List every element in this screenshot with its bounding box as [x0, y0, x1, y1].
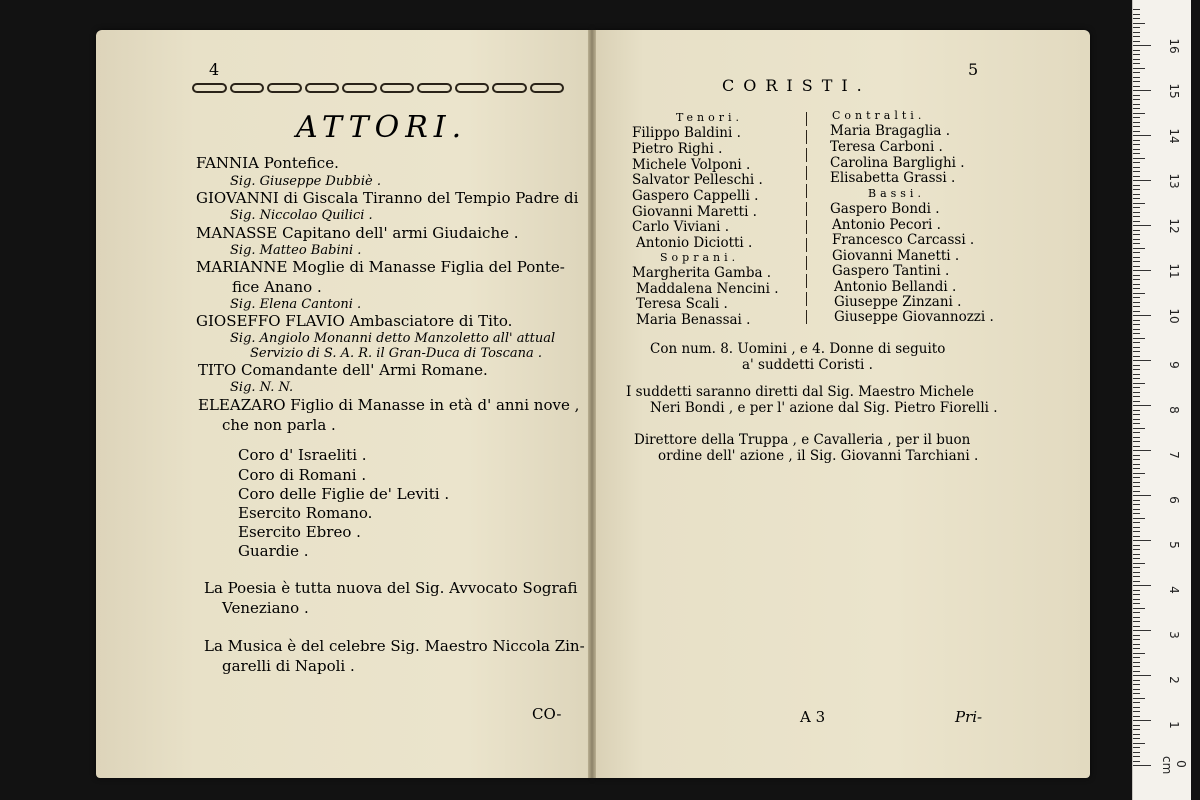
ruler-tick	[1133, 257, 1140, 258]
ruler-tick	[1133, 239, 1140, 240]
ruler-tick	[1133, 284, 1140, 285]
ruler-tick	[1133, 756, 1140, 757]
tenore-name: Michele Volponi .	[632, 157, 751, 173]
ornament-border	[192, 83, 564, 95]
ruler-tick	[1133, 140, 1140, 141]
ruler-tick	[1133, 711, 1140, 712]
ruler-tick	[1133, 248, 1145, 249]
ruler-tick	[1133, 320, 1140, 321]
soprani-heading: Soprani.	[660, 251, 740, 264]
ruler-tick	[1133, 491, 1140, 492]
ruler-tick	[1133, 617, 1140, 618]
ruler-tick	[1133, 338, 1145, 339]
measuring-ruler	[1132, 0, 1191, 800]
ruler-tick	[1133, 684, 1140, 685]
ruler-tick	[1133, 315, 1151, 316]
ruler-tick	[1133, 486, 1140, 487]
basso-name: Giovanni Manetti .	[832, 248, 960, 264]
ruler-tick	[1133, 230, 1140, 231]
cast-singer: Sig. Niccolao Quilici .	[230, 208, 373, 223]
chorus-item: Coro delle Figlie de' Leviti .	[238, 485, 450, 503]
ruler-tick	[1133, 500, 1140, 501]
basso-name: Antonio Bellandi .	[834, 279, 957, 295]
contralto-name: Teresa Carboni .	[830, 139, 943, 155]
ruler-tick	[1133, 324, 1140, 325]
ruler-tick	[1133, 482, 1140, 483]
ruler-tick	[1133, 171, 1140, 172]
ruler-label: 2	[1167, 676, 1181, 684]
ruler-tick	[1133, 648, 1140, 649]
ruler-tick	[1133, 216, 1140, 217]
count-note: Con num. 8. Uomini , e 4. Donne di seguito	[650, 341, 946, 357]
ruler-tick	[1133, 743, 1145, 744]
cast-singer: Sig. N. N.	[230, 380, 294, 395]
ruler-label: 3	[1167, 631, 1181, 639]
ruler-tick	[1133, 594, 1140, 595]
ruler-tick	[1133, 608, 1145, 609]
cast-singer-continued: Servizio di S. A. R. il Gran-Duca di Toscana .	[250, 346, 543, 361]
ruler-tick	[1133, 9, 1140, 10]
ruler-tick	[1133, 441, 1140, 442]
ruler-tick	[1133, 630, 1151, 631]
ruler-tick	[1133, 243, 1140, 244]
ruler-tick	[1133, 329, 1140, 330]
ruler-tick	[1133, 90, 1151, 91]
ruler-tick	[1133, 473, 1145, 474]
ruler-tick	[1133, 513, 1140, 514]
ruler-tick	[1133, 396, 1140, 397]
ruler-tick	[1133, 414, 1140, 415]
ruler-tick	[1133, 734, 1140, 735]
ruler-tick	[1133, 765, 1151, 766]
ruler-tick	[1133, 176, 1140, 177]
cast-singer: Sig. Elena Cantoni .	[230, 297, 362, 312]
ruler-tick	[1133, 198, 1140, 199]
signature-mark: A 3	[800, 708, 826, 726]
music-note: La Musica è del celebre Sig. Maestro Niccola Zin-	[204, 637, 585, 655]
ruler-tick	[1133, 270, 1151, 271]
ruler-tick	[1133, 374, 1140, 375]
ruler-tick	[1133, 549, 1140, 550]
ruler-tick	[1133, 405, 1151, 406]
ruler-tick	[1133, 558, 1140, 559]
ruler-tick	[1133, 531, 1140, 532]
ruler-tick	[1133, 644, 1140, 645]
ruler-tick	[1133, 464, 1140, 465]
ruler-tick	[1133, 576, 1140, 577]
ruler-tick	[1133, 14, 1140, 15]
cast-singer: Sig. Giuseppe Dubbiè .	[230, 174, 381, 189]
ruler-tick	[1133, 342, 1140, 343]
ruler-label: 12	[1167, 218, 1181, 234]
ruler-tick	[1133, 149, 1140, 150]
basso-name: Gaspero Bondi .	[830, 201, 940, 217]
ruler-tick	[1133, 275, 1140, 276]
ruler-tick	[1133, 468, 1140, 469]
ruler-tick	[1133, 50, 1140, 51]
ruler-tick	[1133, 747, 1140, 748]
chorus-item: Esercito Ebreo .	[238, 523, 361, 541]
left-page-number: 4	[209, 60, 220, 79]
basso-name: Francesco Carcassi .	[832, 232, 975, 248]
ruler-tick	[1133, 392, 1140, 393]
soprano-name: Teresa Scali .	[636, 296, 728, 312]
ruler-tick	[1133, 428, 1145, 429]
ruler-tick	[1133, 153, 1140, 154]
ruler-tick	[1133, 621, 1140, 622]
ruler-tick	[1133, 675, 1151, 676]
ruler-tick	[1133, 86, 1140, 87]
ruler-tick	[1133, 108, 1140, 109]
ruler-tick	[1133, 410, 1140, 411]
ruler-tick	[1133, 158, 1145, 159]
ruler-tick	[1133, 369, 1140, 370]
ruler-tick	[1133, 419, 1140, 420]
ruler-tick	[1133, 212, 1140, 213]
ruler-tick	[1133, 378, 1140, 379]
ruler-tick	[1133, 207, 1140, 208]
ruler-label: 14	[1167, 128, 1181, 144]
ruler-tick	[1133, 716, 1140, 717]
ruler-tick	[1133, 423, 1140, 424]
ruler-label: 5	[1167, 541, 1181, 549]
ruler-tick	[1133, 347, 1140, 348]
ruler-tick	[1133, 122, 1140, 123]
ruler-tick	[1133, 32, 1140, 33]
cast-singer: Sig. Matteo Babini .	[230, 243, 362, 258]
ruler-tick	[1133, 225, 1151, 226]
ruler-tick	[1133, 131, 1140, 132]
ruler-tick	[1133, 437, 1140, 438]
left-catchword: CO-	[532, 705, 562, 723]
ruler-label: 16	[1167, 38, 1181, 54]
ruler-tick	[1133, 540, 1151, 541]
troupe-note: Direttore della Truppa , e Cavalleria , per il buon	[634, 432, 971, 448]
ruler-tick	[1133, 203, 1145, 204]
ruler-tick	[1133, 194, 1140, 195]
ruler-tick	[1133, 180, 1151, 181]
ruler-tick	[1133, 185, 1140, 186]
ruler-tick	[1133, 522, 1140, 523]
ruler-tick	[1133, 455, 1140, 456]
ruler-tick	[1133, 752, 1140, 753]
ruler-tick	[1133, 311, 1140, 312]
ruler-tick	[1133, 27, 1140, 28]
ruler-label: 1	[1167, 721, 1181, 729]
ruler-label: 7	[1167, 451, 1181, 459]
ruler-tick	[1133, 189, 1140, 190]
direction-note: I suddetti saranno diretti dal Sig. Maestro Michele	[626, 384, 974, 400]
ruler-label: 0 cm	[1160, 756, 1188, 775]
attori-title: ATTORI.	[296, 110, 468, 145]
count-note-continued: a' suddetti Coristi .	[742, 357, 873, 373]
ruler-tick	[1133, 590, 1140, 591]
ruler-tick	[1133, 81, 1140, 82]
tenore-name: Pietro Righi .	[632, 141, 723, 157]
ruler-tick	[1133, 495, 1151, 496]
ruler-tick	[1133, 356, 1140, 357]
tenore-name: Antonio Diciotti .	[636, 235, 753, 251]
chorus-item: Esercito Romano.	[238, 504, 373, 522]
contralto-name: Elisabetta Grassi .	[830, 170, 956, 186]
soprano-name: Maddalena Nencini .	[636, 281, 779, 297]
ruler-tick	[1133, 252, 1140, 253]
cast-role: GIOVANNI di Giscala Tiranno del Tempio Padre di	[196, 189, 579, 207]
ruler-tick	[1133, 72, 1140, 73]
ruler-tick	[1133, 518, 1145, 519]
ruler-tick	[1133, 662, 1140, 663]
ruler-tick	[1133, 306, 1140, 307]
ruler-tick	[1133, 54, 1140, 55]
ruler-tick	[1133, 459, 1140, 460]
ruler-label: 4	[1167, 586, 1181, 594]
ruler-tick	[1133, 671, 1140, 672]
ruler-tick	[1133, 261, 1140, 262]
ruler-tick	[1133, 635, 1140, 636]
soprano-name: Maria Benassai .	[636, 312, 751, 328]
ruler-tick	[1133, 666, 1140, 667]
ruler-tick	[1133, 761, 1140, 762]
ruler-tick	[1133, 504, 1140, 505]
chorus-item: Guardie .	[238, 542, 309, 560]
bassi-heading: Bassi.	[868, 187, 925, 200]
poetry-note-continued: Veneziano .	[222, 599, 309, 617]
direction-note-continued: Neri Bondi , e per l' azione dal Sig. Pietro Fiorelli .	[650, 400, 998, 416]
tenore-name: Salvator Pelleschi .	[632, 172, 763, 188]
ruler-tick	[1133, 167, 1140, 168]
chorus-item: Coro di Romani .	[238, 466, 367, 484]
ruler-tick	[1133, 612, 1140, 613]
ruler-tick	[1133, 113, 1145, 114]
ruler-tick	[1133, 693, 1140, 694]
cast-role-continued: che non parla .	[222, 416, 336, 434]
ruler-tick	[1133, 234, 1140, 235]
ruler-tick	[1133, 266, 1140, 267]
ruler-tick	[1133, 279, 1140, 280]
ruler-tick	[1133, 720, 1151, 721]
ruler-tick	[1133, 446, 1140, 447]
music-note-continued: garelli di Napoli .	[222, 657, 355, 675]
ruler-tick	[1133, 383, 1145, 384]
ruler-label: 9	[1167, 361, 1181, 369]
basso-name: Antonio Pecori .	[832, 217, 941, 233]
ruler-tick	[1133, 725, 1140, 726]
ruler-label: 10	[1167, 308, 1181, 324]
ruler-tick	[1133, 95, 1140, 96]
ruler-tick	[1133, 126, 1140, 127]
ruler-tick	[1133, 432, 1140, 433]
ruler-tick	[1133, 36, 1140, 37]
ruler-tick	[1133, 99, 1140, 100]
ruler-tick	[1133, 729, 1140, 730]
ruler-tick	[1133, 450, 1151, 451]
cast-role-continued: fice Anano .	[232, 278, 322, 296]
cast-role: MANASSE Capitano dell' armi Giudaiche .	[196, 224, 519, 242]
tenore-name: Giovanni Maretti .	[632, 204, 757, 220]
ruler-tick	[1133, 536, 1140, 537]
cast-role: TITO Comandante dell' Armi Romane.	[198, 361, 488, 379]
soprano-name: Margherita Gamba .	[632, 265, 772, 281]
ruler-tick	[1133, 117, 1140, 118]
ruler-label: 8	[1167, 406, 1181, 414]
ruler-tick	[1133, 41, 1140, 42]
ruler-tick	[1133, 698, 1145, 699]
ruler-tick	[1133, 738, 1140, 739]
ruler-tick	[1133, 603, 1140, 604]
cast-singer: Sig. Angiolo Monanni detto Manzoletto all' attual	[230, 331, 556, 346]
ruler-tick	[1133, 657, 1140, 658]
ruler-tick	[1133, 639, 1140, 640]
ruler-tick	[1133, 581, 1140, 582]
tenore-name: Gaspero Cappelli .	[632, 188, 759, 204]
right-catchword: Pri-	[955, 708, 983, 726]
ruler-tick	[1133, 626, 1140, 627]
ruler-tick	[1133, 365, 1140, 366]
ruler-tick	[1133, 689, 1140, 690]
ruler-tick	[1133, 45, 1151, 46]
cast-role: ELEAZARO Figlio di Manasse in età d' anni nove ,	[198, 396, 580, 414]
contralti-heading: Contralti.	[832, 109, 926, 122]
cast-role: GIOSEFFO FLAVIO Ambasciatore di Tito.	[196, 312, 513, 330]
ruler-tick	[1133, 18, 1140, 19]
column-divider	[806, 112, 807, 326]
right-page-number: 5	[968, 60, 979, 79]
ruler-tick	[1133, 702, 1140, 703]
ruler-tick	[1133, 68, 1145, 69]
ruler-tick	[1133, 333, 1140, 334]
chorus-item: Coro d' Israeliti .	[238, 446, 367, 464]
tenore-name: Carlo Viviani .	[632, 219, 729, 235]
ruler-tick	[1133, 77, 1140, 78]
ruler-tick	[1133, 59, 1140, 60]
book-gutter	[588, 30, 596, 778]
ruler-tick	[1133, 509, 1140, 510]
ruler-tick	[1133, 162, 1140, 163]
cast-role: FANNIA Pontefice.	[196, 154, 339, 172]
basso-name: Giuseppe Giovannozzi .	[834, 309, 994, 325]
ruler-tick	[1133, 302, 1140, 303]
ruler-tick	[1133, 585, 1151, 586]
ruler-tick	[1133, 653, 1145, 654]
ruler-tick	[1133, 572, 1140, 573]
ruler-tick	[1133, 297, 1140, 298]
ruler-tick	[1133, 680, 1140, 681]
ruler-tick	[1133, 563, 1145, 564]
ruler-tick	[1133, 63, 1140, 64]
ruler-tick	[1133, 599, 1140, 600]
basso-name: Giuseppe Zinzani .	[834, 294, 962, 310]
troupe-note-continued: ordine dell' azione , il Sig. Giovanni Tarchiani .	[658, 448, 979, 464]
ruler-tick	[1133, 477, 1140, 478]
ruler-tick	[1133, 360, 1151, 361]
ruler-tick	[1133, 288, 1140, 289]
ruler-tick	[1133, 293, 1145, 294]
contralto-name: Maria Bragaglia .	[830, 123, 951, 139]
tenori-heading: Tenori.	[676, 111, 743, 124]
ruler-tick	[1133, 401, 1140, 402]
cast-role: MARIANNE Moglie di Manasse Figlia del Ponte-	[196, 258, 565, 276]
ruler-tick	[1133, 707, 1140, 708]
ruler-tick	[1133, 567, 1140, 568]
ruler-tick	[1133, 545, 1140, 546]
ruler-tick	[1133, 221, 1140, 222]
ruler-tick	[1133, 387, 1140, 388]
ruler-tick	[1133, 144, 1140, 145]
ruler-label: 11	[1167, 263, 1181, 279]
tenore-name: Filippo Baldini .	[632, 125, 741, 141]
ruler-label: 15	[1167, 83, 1181, 99]
ruler-label: 13	[1167, 173, 1181, 189]
ruler-tick	[1133, 527, 1140, 528]
poetry-note: La Poesia è tutta nuova del Sig. Avvocato Sografi	[204, 579, 578, 597]
coristi-title: CORISTI.	[722, 76, 871, 95]
ruler-tick	[1133, 104, 1140, 105]
ruler-tick	[1133, 23, 1145, 24]
ruler-tick	[1133, 351, 1140, 352]
basso-name: Gaspero Tantini .	[832, 263, 950, 279]
ruler-tick	[1133, 554, 1140, 555]
ruler-tick	[1133, 135, 1151, 136]
ruler-label: 6	[1167, 496, 1181, 504]
contralto-name: Carolina Barglighi .	[830, 155, 965, 171]
